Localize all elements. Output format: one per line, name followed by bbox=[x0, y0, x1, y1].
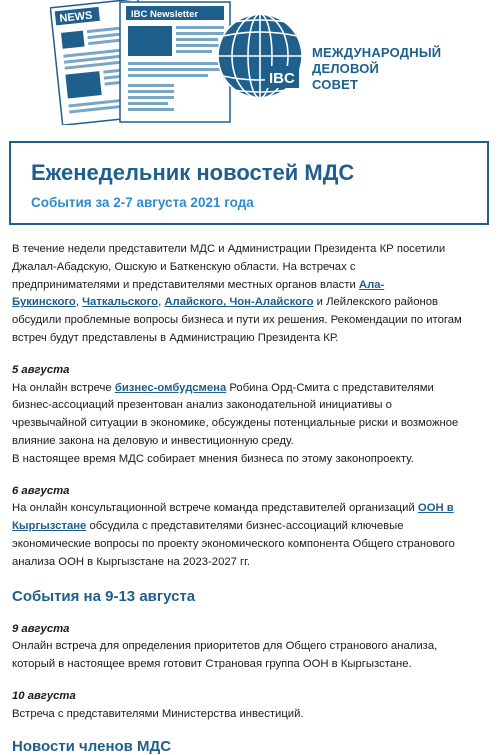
text-span: На онлайн консультационной встрече команда представителей организаций bbox=[12, 502, 418, 515]
news-item-aug10 bbox=[12, 688, 490, 724]
separator: , bbox=[158, 296, 165, 309]
text-line: анализа ООН в Кыргызстане на 2023-2027 гг. bbox=[12, 555, 251, 568]
text-line: бизнес-ассоциаций презентован анализ законодательной инициативы о bbox=[12, 399, 392, 412]
news-date: 10 августа bbox=[12, 689, 76, 702]
news-label: NEWS bbox=[58, 9, 93, 25]
text-span: предпринимателями и представителями местных органов власти bbox=[12, 278, 359, 291]
ibc-globe-logo bbox=[215, 6, 305, 106]
newsletter-header bbox=[0, 0, 500, 135]
organization-name bbox=[312, 45, 441, 93]
newsletter-title-box bbox=[9, 141, 489, 225]
news-date: 9 августа bbox=[12, 622, 70, 635]
text-span: На онлайн встрече bbox=[12, 381, 115, 394]
separator: , bbox=[75, 296, 83, 309]
org-name-line: МЕЖДУНАРОДНЫЙ bbox=[312, 45, 442, 60]
newsletter-subtitle: События за 2-7 августа 2021 года bbox=[31, 195, 254, 210]
org-name-line: СОВЕТ bbox=[312, 77, 359, 92]
link-chatkal[interactable]: Чаткальского bbox=[82, 296, 159, 309]
text-span: Робина Орд-Смита с представителями bbox=[226, 381, 434, 394]
news-item-aug9 bbox=[12, 621, 490, 674]
link-alai-chon-alai[interactable]: Алайского, Чон-Алайского bbox=[164, 296, 314, 309]
newsletter-label: IBC Newsletter bbox=[131, 9, 199, 20]
text-line bbox=[12, 380, 490, 398]
link-business-ombudsman[interactable]: бизнес-омбудсмена bbox=[114, 381, 227, 394]
link-un-kyrgyzstan-cont[interactable]: Кыргызстане bbox=[12, 520, 87, 533]
link-ala-buka[interactable]: Ала- bbox=[358, 278, 385, 291]
news-date: 6 августа bbox=[12, 484, 70, 497]
text-line: экономические вопросы по проекту экономического компонента Общего странового bbox=[12, 537, 455, 550]
text-line: встреч будут представлены в Администрацию Президента КР. bbox=[12, 331, 339, 344]
text-span: обсудила с представителями бизнес-ассоциаций ключевые bbox=[86, 520, 404, 533]
text-line: Встреча с представителями Министерства инвестиций. bbox=[12, 707, 304, 720]
newsletter-body bbox=[12, 241, 490, 724]
section-heading-next-events: События на 9-13 августа bbox=[12, 587, 196, 605]
text-line bbox=[12, 500, 490, 518]
link-un-kyrgyzstan[interactable]: ООН в bbox=[417, 502, 454, 515]
text-line: который в настоящее время готовит Страновая группа ООН в Кыргызстане. bbox=[12, 658, 412, 671]
news-item-aug5 bbox=[12, 362, 490, 469]
link-ala-buka-cont[interactable]: Букинского bbox=[12, 296, 76, 309]
text-line bbox=[12, 294, 490, 312]
text-span: и Лейлекского районов bbox=[313, 296, 438, 309]
ibc-logo-text: IBC bbox=[269, 70, 295, 87]
text-line: чрезвычайной ситуации в экономике, обсуждены потенциальные риски и возможное bbox=[12, 417, 459, 430]
text-line: В течение недели представители МДС и Администрации Президента КР посетили bbox=[12, 243, 446, 255]
org-name-line: ДЕЛОВОЙ bbox=[312, 61, 380, 76]
intro-paragraph bbox=[12, 241, 490, 348]
news-item-aug6 bbox=[12, 483, 490, 572]
text-line: обсудили проблемные вопросы бизнеса и пути их решения. Рекомендации по итогам bbox=[12, 314, 462, 327]
text-line: влияние закона на деловую и инвестиционную среду. bbox=[12, 434, 294, 447]
text-line: Джалал-Абадскую, Ошскую и Баткенскую области. На встречах с bbox=[12, 260, 356, 273]
text-line: Онлайн встреча для определения приоритетов для Общего странового анализа, bbox=[12, 640, 438, 653]
newsletter-title: Еженедельник новостей МДС bbox=[31, 160, 355, 185]
news-date: 5 августа bbox=[12, 363, 70, 376]
text-line bbox=[12, 518, 490, 536]
text-line bbox=[12, 277, 490, 295]
section-heading-member-news: Новости членов МДС bbox=[12, 738, 172, 755]
text-line: В настоящее время МДС собирает мнения бизнеса по этому законопроекту. bbox=[12, 452, 414, 465]
